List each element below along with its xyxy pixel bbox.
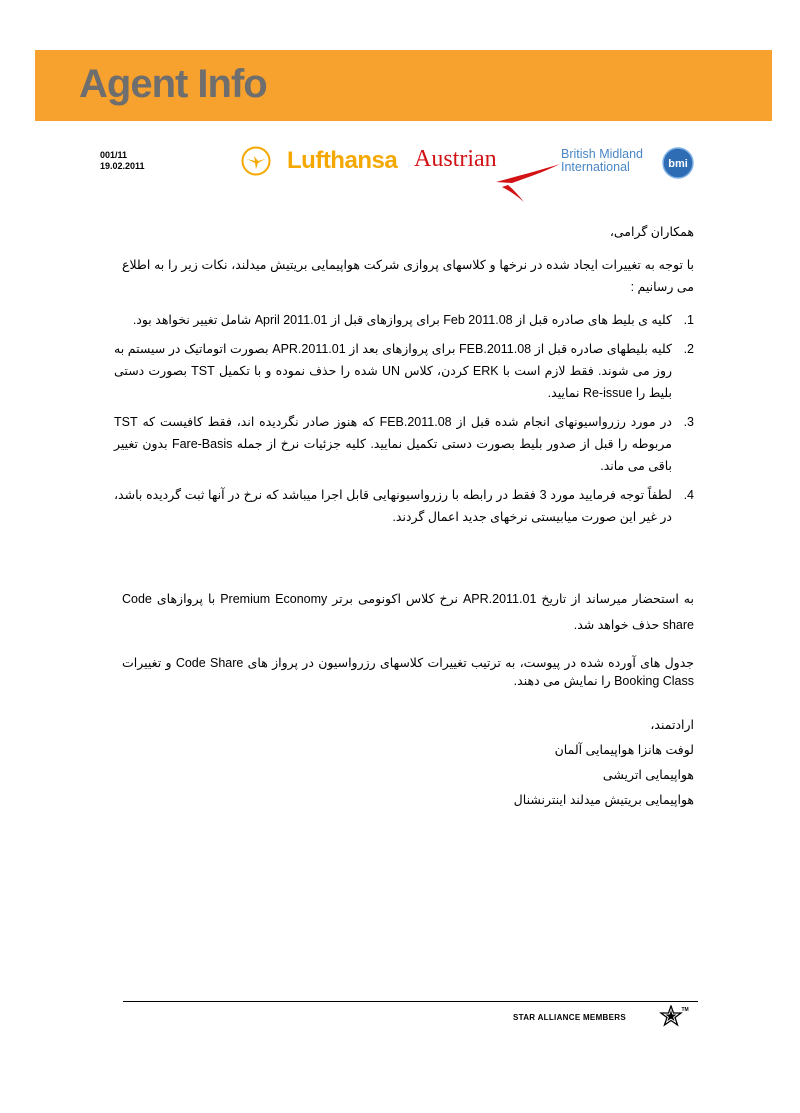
austrian-wordmark: Austrian (414, 146, 497, 172)
bmi-logo-icon (661, 147, 697, 179)
greeting: همکاران گرامی، (609, 225, 694, 239)
list-item (114, 309, 694, 331)
list-item (114, 411, 694, 477)
signature-lufthansa: لوفت هانزا هواپیمایی آلمان (554, 743, 694, 757)
list-item (114, 484, 694, 528)
austrian-swoosh-icon (456, 158, 561, 203)
bmi-line-2: International (561, 160, 630, 174)
intro-paragraph: با توجه به تغییرات ایجاد شده در نرخها و کلاسهای پروازی شرکت هواپیمایی بریتیش میدلند، نکات زیر را به اطلاع می رسانیم : (122, 258, 694, 294)
list-item-text: کلیه ی بلیط های صادره قبل از 08.Feb 2011 برای پروازهای قبل از 01.April 2011 شامل تغییر نخواهد بود. (132, 313, 672, 327)
list-item-number: 3. (683, 415, 694, 429)
airline-logos (241, 138, 701, 206)
footer-label: STAR ALLIANCE MEMBERS (513, 1013, 626, 1022)
star-alliance-icon (659, 1005, 689, 1027)
signature-bmi: هواپیمایی بریتیش میدلند اینترنشنال (513, 793, 694, 807)
closing-block (122, 713, 694, 813)
footer-divider (123, 1001, 698, 1002)
attachment-paragraph: جدول های آورده شده در پیوست، به ترتیب تغییرات کلاسهای رزرواسیون در پرواز های Code Share و تغییرات Booking Class را نمایش می دهند. (122, 656, 694, 688)
list-item-text: کلیه بلیطهای صادره قبل از 08.FEB.2011 برای پروازهای بعد از 01.APR.2011 بصورت اتوماتیک در سیستم به روز می شوند. فقط لازم است با ERK کردن، کلاس UN شده را حذف نموده و با تکمیل TST بصورت دستی بلیط را Re-issue نمایید. (114, 342, 673, 400)
document-meta (100, 150, 145, 172)
bmi-mark: bmi (668, 158, 688, 170)
list-item (114, 338, 694, 404)
premium-economy-paragraph: به استحضار میرساند از تاریخ 01.APR.2011 نرخ کلاس اکونومی برتر Premium Economy با پروازهای Code share حذف خواهد شد. (122, 592, 694, 632)
page-title: Agent Info (79, 62, 267, 106)
trademark-mark: TM (681, 1007, 689, 1013)
closing-regards: ارادتمند، (650, 718, 694, 732)
lufthansa-wordmark: Lufthansa (287, 147, 398, 174)
document-date: 19.02.2011 (100, 161, 145, 171)
bmi-line-1: British Midland (561, 147, 643, 161)
header-band (35, 50, 772, 121)
list-item-number: 2. (683, 342, 694, 356)
list-item-number: 4. (683, 488, 694, 502)
list-item-text: در مورد رزرواسیونهای انجام شده قبل از 08.FEB.2011 که هنوز صادر نگردیده اند، فقط کافیست که TST مربوطه را قبل از صدور بلیط بصورت دستی تکمیل نمایید. کلیه جزئیات نرخ از جمله Fare-Basis بدون تغییر باقی می ماند. (114, 415, 672, 473)
bmi-wordmark (561, 148, 643, 174)
signature-austrian: هواپیمایی اتریشی (602, 768, 694, 782)
notice-list (114, 309, 694, 528)
document-number: 001/11 (100, 150, 128, 160)
list-item-text: لطفاً توجه فرمایید مورد 3 فقط در رابطه با رزرواسیونهایی قابل اجرا میباشد که نرخ در آنها ثبت گردیده باشد، در غیر این صورت میابیستی نرخهای جدید اعمال گردند. (114, 488, 672, 524)
list-item-number: 1. (683, 313, 694, 327)
crane-icon (241, 146, 271, 176)
